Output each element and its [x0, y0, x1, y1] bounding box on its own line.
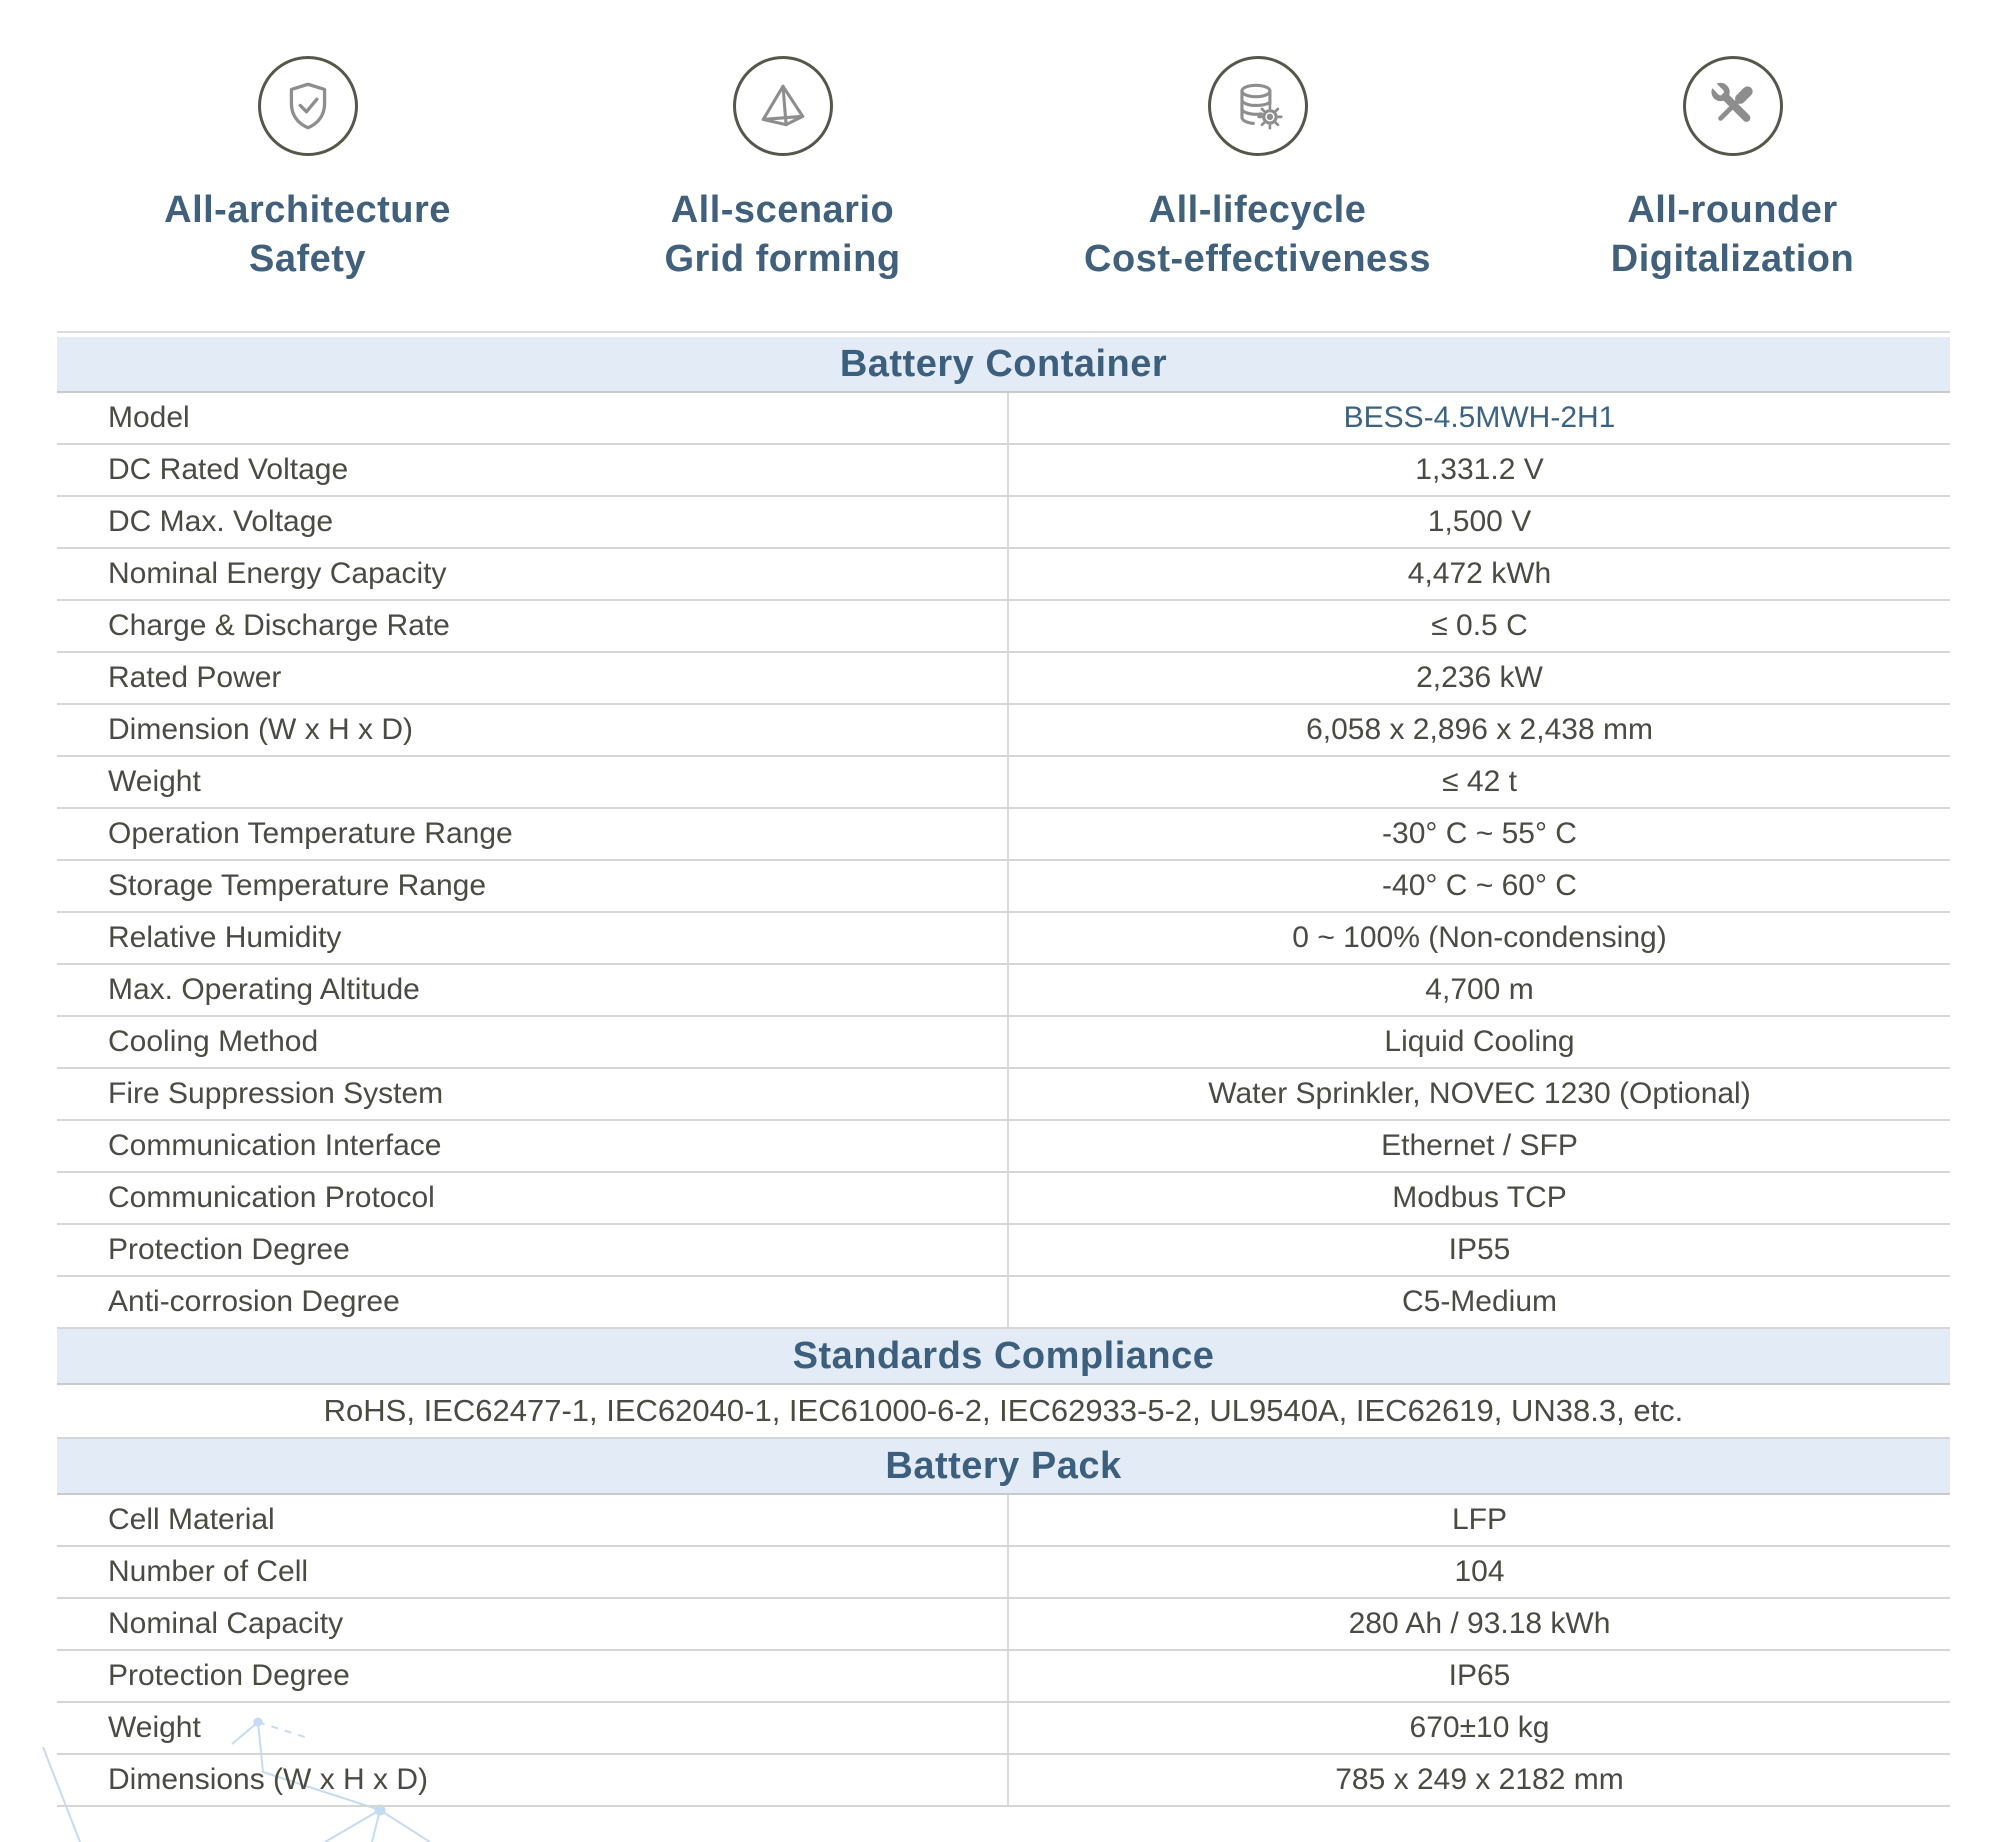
- spec-label: Nominal Energy Capacity: [108, 557, 447, 590]
- spec-value: Ethernet / SFP: [1007, 1121, 1950, 1171]
- database-gear-icon: [1208, 56, 1308, 156]
- spec-label: Cooling Method: [108, 1025, 319, 1058]
- spec-row-charge-discharge-rate: [57, 601, 1950, 653]
- feature-caption: [164, 186, 451, 284]
- spec-table: [57, 331, 1950, 1807]
- section-header-battery-container: Battery Container: [57, 337, 1950, 393]
- section-header-standards-compliance: Standards Compliance: [57, 1329, 1950, 1385]
- spec-value: -30° C ~ 55° C: [1007, 809, 1950, 859]
- spec-value: 0 ~ 100% (Non-condensing): [1007, 913, 1950, 963]
- spec-row-nominal-capacity: [57, 1599, 1950, 1651]
- feature-caption: [664, 186, 900, 284]
- spec-label: Dimension (W x H x D): [108, 713, 414, 746]
- feature-caption: [1084, 186, 1431, 284]
- feature-all-lifecycle-cost-effectiveness: [1020, 56, 1495, 284]
- spec-row-operation-temperature-range: [57, 809, 1950, 861]
- spec-value: C5-Medium: [1007, 1277, 1950, 1327]
- spec-label: Weight: [108, 1711, 201, 1744]
- spec-row-model: [57, 393, 1950, 445]
- spec-value: Modbus TCP: [1007, 1173, 1950, 1223]
- feature-caption-line1: All-lifecycle: [1148, 189, 1367, 231]
- spec-label: DC Max. Voltage: [108, 505, 334, 538]
- spec-label: Rated Power: [108, 661, 282, 694]
- spec-value: Liquid Cooling: [1007, 1017, 1950, 1067]
- spec-value: IP55: [1007, 1225, 1950, 1275]
- spec-row-protection-degree: [57, 1225, 1950, 1277]
- spec-row-anti-corrosion-degree: [57, 1277, 1950, 1329]
- feature-caption-line2: Grid forming: [664, 238, 901, 280]
- spec-value: ≤ 0.5 C: [1007, 601, 1950, 651]
- table-top-divider: [57, 331, 1950, 333]
- pyramid-icon: [733, 56, 833, 156]
- spec-row-max-operating-altitude: [57, 965, 1950, 1017]
- feature-all-scenario-grid-forming: [545, 56, 1020, 284]
- spec-label: Nominal Capacity: [108, 1607, 344, 1640]
- spec-value: ≤ 42 t: [1007, 757, 1950, 807]
- spec-row-rated-power: [57, 653, 1950, 705]
- spec-value: 1,500 V: [1007, 497, 1950, 547]
- feature-strip: [70, 56, 1970, 284]
- spec-row-cooling-method: [57, 1017, 1950, 1069]
- spec-label: Charge & Discharge Rate: [108, 609, 450, 642]
- spec-value: 104: [1007, 1547, 1950, 1597]
- compliance-text-row: RoHS, IEC62477-1, IEC62040-1, IEC61000-6-2, IEC62933-5-2, UL9540A, IEC62619, UN38.3, etc.: [57, 1385, 1950, 1439]
- spec-row-dimension-w-x-h-x-d: [57, 705, 1950, 757]
- spec-row-weight: [57, 1703, 1950, 1755]
- spec-label: Relative Humidity: [108, 921, 342, 954]
- feature-caption-line1: All-architecture: [164, 189, 451, 231]
- section-header-battery-pack: Battery Pack: [57, 1439, 1950, 1495]
- spec-row-communication-interface: [57, 1121, 1950, 1173]
- spec-value: 4,472 kWh: [1007, 549, 1950, 599]
- spec-value: LFP: [1007, 1495, 1950, 1545]
- spec-label: Operation Temperature Range: [108, 817, 513, 850]
- spec-value: -40° C ~ 60° C: [1007, 861, 1950, 911]
- spec-row-dc-max-voltage: [57, 497, 1950, 549]
- spec-row-dc-rated-voltage: [57, 445, 1950, 497]
- spec-row-fire-suppression-system: [57, 1069, 1950, 1121]
- spec-label: Anti-corrosion Degree: [108, 1285, 400, 1318]
- feature-caption-line2: Digitalization: [1610, 238, 1855, 280]
- spec-value: Water Sprinkler, NOVEC 1230 (Optional): [1007, 1069, 1950, 1119]
- feature-caption-line2: Safety: [248, 238, 367, 280]
- spec-value: 1,331.2 V: [1007, 445, 1950, 495]
- spec-row-protection-degree: [57, 1651, 1950, 1703]
- spec-value: 2,236 kW: [1007, 653, 1950, 703]
- spec-row-relative-humidity: [57, 913, 1950, 965]
- spec-value: 4,700 m: [1007, 965, 1950, 1015]
- shield-check-icon: [258, 56, 358, 156]
- spec-value: IP65: [1007, 1651, 1950, 1701]
- spec-row-storage-temperature-range: [57, 861, 1950, 913]
- spec-label: Protection Degree: [108, 1233, 350, 1266]
- spec-value: 670±10 kg: [1007, 1703, 1950, 1753]
- spec-row-number-of-cell: [57, 1547, 1950, 1599]
- feature-caption-line1: All-rounder: [1627, 189, 1838, 231]
- spec-value: 785 x 249 x 2182 mm: [1007, 1755, 1950, 1805]
- spec-row-communication-protocol: [57, 1173, 1950, 1225]
- spec-row-nominal-energy-capacity: [57, 549, 1950, 601]
- spec-row-dimensions-w-x-h-x-d: [57, 1755, 1950, 1807]
- spec-value: BESS-4.5MWH-2H1: [1007, 393, 1950, 443]
- spec-label: Cell Material: [108, 1503, 275, 1536]
- spec-row-cell-material: [57, 1495, 1950, 1547]
- spec-label: Weight: [108, 765, 201, 798]
- feature-all-rounder-digitalization: [1495, 56, 1970, 284]
- spec-value: 280 Ah / 93.18 kWh: [1007, 1599, 1950, 1649]
- spec-label: Communication Interface: [108, 1129, 442, 1162]
- spec-label: Protection Degree: [108, 1659, 350, 1692]
- spec-label: Number of Cell: [108, 1555, 309, 1588]
- spec-label: Model: [108, 401, 190, 434]
- spec-label: Storage Temperature Range: [108, 869, 487, 902]
- spec-label: Communication Protocol: [108, 1181, 435, 1214]
- spec-label: Fire Suppression System: [108, 1077, 444, 1110]
- feature-all-architecture-safety: [70, 56, 545, 284]
- spec-value: 6,058 x 2,896 x 2,438 mm: [1007, 705, 1950, 755]
- spec-row-weight: [57, 757, 1950, 809]
- feature-caption-line2: Cost-effectiveness: [1084, 238, 1431, 280]
- spec-label: Dimensions (W x H x D): [108, 1763, 429, 1796]
- feature-caption: [1611, 186, 1854, 284]
- feature-caption-line1: All-scenario: [670, 189, 895, 231]
- spec-label: Max. Operating Altitude: [108, 973, 420, 1006]
- tools-icon: [1683, 56, 1783, 156]
- spec-label: DC Rated Voltage: [108, 453, 349, 486]
